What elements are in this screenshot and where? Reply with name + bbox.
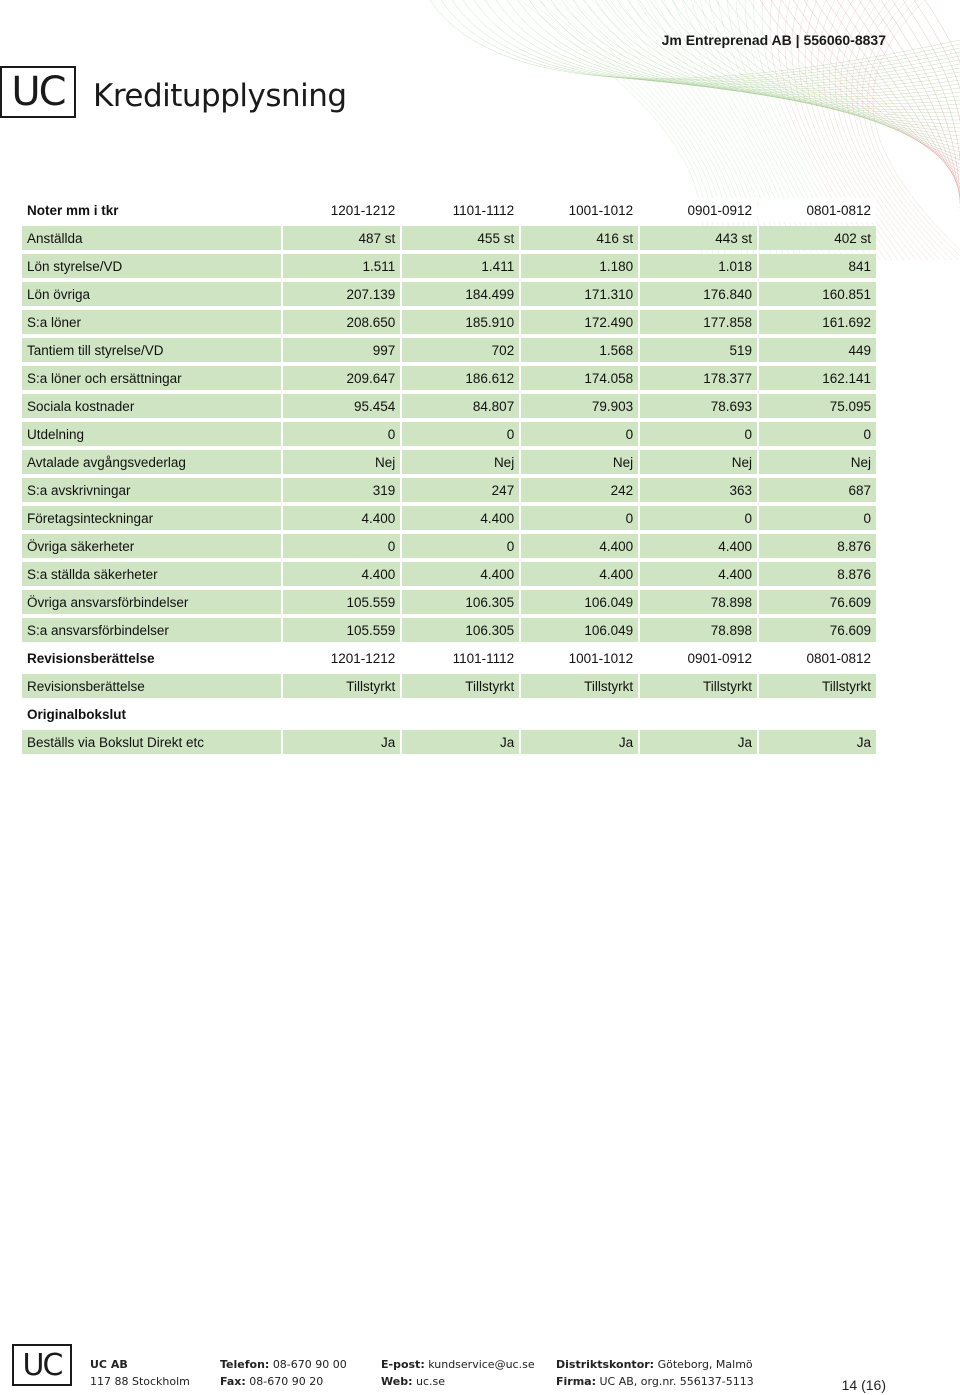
cell-value: 1.511 [283,254,400,278]
email-label: E-post: [381,1358,425,1371]
cell-value: 177.858 [640,310,757,334]
cell-value: 95.454 [283,394,400,418]
row-label: Sociala kostnader [22,394,281,418]
cell-value: Tillstyrkt [402,674,519,698]
table-row [22,618,876,642]
cell-value: 4.400 [521,562,638,586]
cell-value: 687 [759,478,876,502]
table-row [22,506,876,530]
cell-value: 0 [521,506,638,530]
cell-value: 171.310 [521,282,638,306]
period-header: 1201-1212 [283,198,400,222]
cell-value: 4.400 [402,506,519,530]
cell-value: Ja [759,730,876,754]
cell-value: Nej [759,450,876,474]
cell-value: 242 [521,478,638,502]
row-label: Utdelning [22,422,281,446]
cell-value: 402 st [759,226,876,250]
uc-logo: UC [0,66,76,118]
table-row [22,562,876,586]
cell-value: 0 [521,422,638,446]
cell-value: 0 [402,534,519,558]
cell-value: 8.876 [759,562,876,586]
cell-value: 997 [283,338,400,362]
web-value: uc.se [415,1375,445,1388]
cell-value: 106.049 [521,590,638,614]
period-header: 1001-1012 [521,198,638,222]
cell-value: 106.049 [521,618,638,642]
cell-value: Nej [640,450,757,474]
row-label: Avtalade avgångsvederlag [22,450,281,474]
period-header: 1101-1112 [402,198,519,222]
cell-value: 1.180 [521,254,638,278]
table-row [22,534,876,558]
cell-value: 0 [759,506,876,530]
table-row [22,450,876,474]
footer-offices [556,1356,754,1390]
cell-value: 78.898 [640,618,757,642]
cell-value: 162.141 [759,366,876,390]
period-header: 0901-0912 [640,646,757,670]
firm-label: Firma: [556,1375,596,1388]
cell-value: 702 [402,338,519,362]
original-header-label: Originalbokslut [22,702,281,726]
cell-value: 4.400 [640,562,757,586]
cell-value: 207.139 [283,282,400,306]
row-label: S:a ställda säkerheter [22,562,281,586]
row-label: Anställda [22,226,281,250]
cell-value: 4.400 [640,534,757,558]
cell-value: 0 [283,422,400,446]
cell-value: 105.559 [283,618,400,642]
table-row [22,338,876,362]
table-row [22,282,876,306]
cell-value: 78.693 [640,394,757,418]
firm-value: UC AB, org.nr. 556137-5113 [599,1375,754,1388]
revision-header-label: Revisionsberättelse [22,646,281,670]
table-row [22,394,876,418]
period-header: 1101-1112 [402,646,519,670]
row-label: Beställs via Bokslut Direkt etc [22,730,281,754]
cell-value: 487 st [283,226,400,250]
cell-value: 209.647 [283,366,400,390]
row-label: Revisionsberättelse [22,674,281,698]
cell-value: 363 [640,478,757,502]
row-label: Övriga ansvarsförbindelser [22,590,281,614]
cell-value: 455 st [402,226,519,250]
cell-value: Nej [402,450,519,474]
email-value: kundservice@uc.se [428,1358,535,1371]
footer-city: 117 88 Stockholm [90,1375,190,1388]
period-header: 1001-1012 [521,646,638,670]
revision-row [22,674,876,698]
footer-address [90,1356,190,1390]
period-header: 0801-0812 [759,646,876,670]
cell-value: 75.095 [759,394,876,418]
row-label: Lön övriga [22,282,281,306]
period-header: 1201-1212 [283,646,400,670]
cell-value: 208.650 [283,310,400,334]
cell-value: 76.609 [759,590,876,614]
row-label: Lön styrelse/VD [22,254,281,278]
cell-value: Ja [640,730,757,754]
notes-header-row [22,198,876,222]
cell-value: Tillstyrkt [759,674,876,698]
header-label: Noter mm i tkr [22,198,281,222]
cell-value: 78.898 [640,590,757,614]
cell-value: 79.903 [521,394,638,418]
cell-value: 443 st [640,226,757,250]
cell-value: 184.499 [402,282,519,306]
cell-value: 1.411 [402,254,519,278]
district-label: Distriktskontor: [556,1358,655,1371]
cell-value: 416 st [521,226,638,250]
phone-value: 08-670 90 00 [272,1358,347,1371]
table-row [22,590,876,614]
row-label: Övriga säkerheter [22,534,281,558]
fax-label: Fax: [220,1375,246,1388]
cell-value: 0 [640,506,757,530]
cell-value: 449 [759,338,876,362]
cell-value: 176.840 [640,282,757,306]
notes-table [20,194,878,758]
revision-header-row [22,646,876,670]
table-row [22,226,876,250]
cell-value: 4.400 [283,506,400,530]
cell-value: 1.018 [640,254,757,278]
page-title: Kreditupplysning [93,78,347,114]
cell-value: 4.400 [402,562,519,586]
cell-value: 319 [283,478,400,502]
cell-value: Tillstyrkt [640,674,757,698]
cell-value: Ja [283,730,400,754]
cell-value: 1.568 [521,338,638,362]
cell-value: Nej [521,450,638,474]
cell-value: Ja [521,730,638,754]
cell-value: Ja [402,730,519,754]
cell-value: 519 [640,338,757,362]
web-label: Web: [381,1375,413,1388]
cell-value: 841 [759,254,876,278]
cell-value: 172.490 [521,310,638,334]
cell-value: 161.692 [759,310,876,334]
row-label: S:a löner [22,310,281,334]
uc-footer-logo: UC [12,1344,72,1386]
cell-value: 4.400 [521,534,638,558]
table-row [22,366,876,390]
cell-value: 4.400 [283,562,400,586]
footer-company: UC AB [90,1358,128,1371]
cell-value: 185.910 [402,310,519,334]
cell-value: 247 [402,478,519,502]
footer-contact [381,1356,535,1390]
cell-value: 0 [640,422,757,446]
row-label: Tantiem till styrelse/VD [22,338,281,362]
table-row [22,310,876,334]
cell-value: 186.612 [402,366,519,390]
row-label: Företagsinteckningar [22,506,281,530]
cell-value: 0 [283,534,400,558]
cell-value: Nej [283,450,400,474]
row-label: S:a avskrivningar [22,478,281,502]
cell-value: 160.851 [759,282,876,306]
table-row [22,478,876,502]
cell-value: 0 [402,422,519,446]
fax-value: 08-670 90 20 [249,1375,324,1388]
period-header: 0901-0912 [640,198,757,222]
cell-value: 8.876 [759,534,876,558]
cell-value: 84.807 [402,394,519,418]
cell-value: 0 [759,422,876,446]
row-label: S:a ansvarsförbindelser [22,618,281,642]
phone-label: Telefon: [220,1358,270,1371]
footer-phone [220,1356,347,1390]
district-value: Göteborg, Malmö [657,1358,753,1371]
page-number: 14 (16) [841,1377,886,1393]
table-row [22,422,876,446]
cell-value: Tillstyrkt [283,674,400,698]
cell-value: 174.058 [521,366,638,390]
cell-value: 106.305 [402,590,519,614]
cell-value: Tillstyrkt [521,674,638,698]
table-row [22,254,876,278]
original-header-row [22,702,876,726]
company-name-header: Jm Entreprenad AB | 556060-8837 [661,32,886,48]
cell-value: 105.559 [283,590,400,614]
cell-value: 106.305 [402,618,519,642]
original-row [22,730,876,754]
row-label: S:a löner och ersättningar [22,366,281,390]
period-header: 0801-0812 [759,198,876,222]
cell-value: 178.377 [640,366,757,390]
cell-value: 76.609 [759,618,876,642]
